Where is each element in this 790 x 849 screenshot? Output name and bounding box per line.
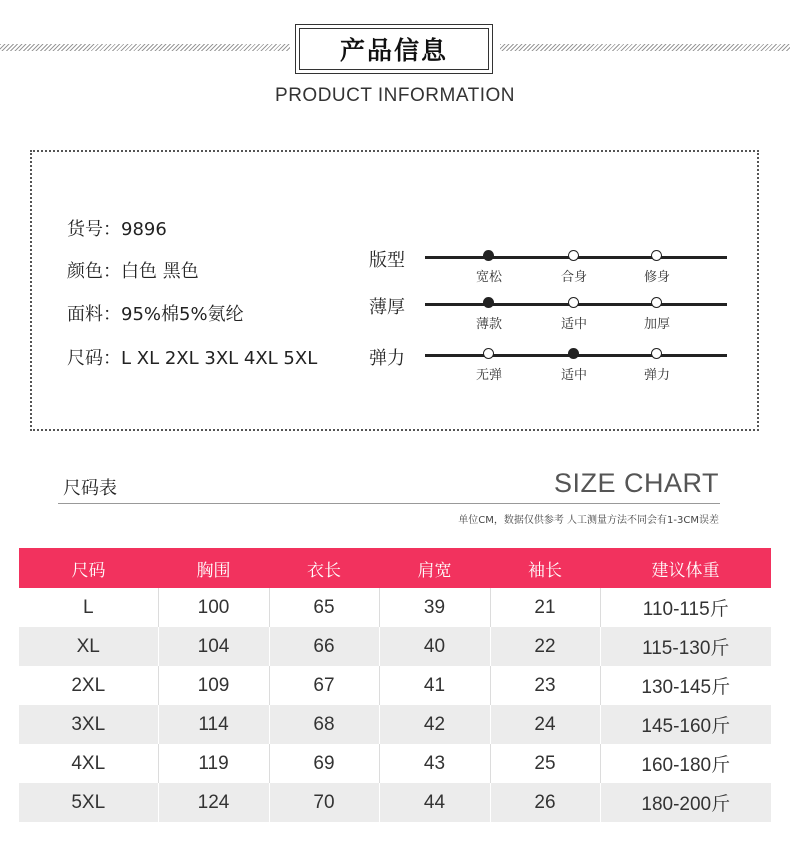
table-header-row <box>19 548 771 588</box>
rating-option: 薄款 <box>475 317 503 332</box>
table-cell: 69 <box>269 744 379 783</box>
table-cell: 39 <box>379 588 490 627</box>
size-chart-title: 尺码表 <box>63 478 117 499</box>
column-header: 建议体重 <box>600 548 771 588</box>
table-cell: 67 <box>269 666 379 705</box>
column-header: 胸围 <box>158 548 269 588</box>
table-cell: 109 <box>158 666 269 705</box>
column-header: 衣长 <box>269 548 379 588</box>
table-cell: XL <box>19 627 158 666</box>
rating-option: 弹力 <box>643 368 671 383</box>
table-cell: 5XL <box>19 783 158 822</box>
rating-label: 薄厚 <box>369 297 405 318</box>
title-box <box>295 24 493 74</box>
table-cell: 43 <box>379 744 490 783</box>
table-cell: 23 <box>490 666 600 705</box>
table-cell: 44 <box>379 783 490 822</box>
table-cell: 2XL <box>19 666 158 705</box>
column-header: 尺码 <box>19 548 158 588</box>
rating-label: 版型 <box>369 250 405 271</box>
rating-label: 弹力 <box>369 348 405 369</box>
divider <box>58 503 720 504</box>
product-info-box <box>30 150 759 431</box>
rating-dot <box>651 250 662 261</box>
table-cell: 40 <box>379 627 490 666</box>
size-chart-note: 单位CM，数据仅供参考 人工测量方法不同会有1-3CM误差 <box>458 515 719 526</box>
table-cell: 41 <box>379 666 490 705</box>
table-cell: 115-130斤 <box>600 627 771 666</box>
rating-dot <box>568 348 579 359</box>
rating-option: 修身 <box>643 270 671 285</box>
header-decoration-left <box>0 44 290 51</box>
table-row <box>19 744 771 783</box>
column-header: 袖长 <box>490 548 600 588</box>
table-cell: 119 <box>158 744 269 783</box>
rating-option: 合身 <box>560 270 588 285</box>
table-cell: 104 <box>158 627 269 666</box>
rating-thickness <box>369 293 739 333</box>
table-cell: 66 <box>269 627 379 666</box>
table-cell: 24 <box>490 705 600 744</box>
rating-option: 无弹 <box>475 368 503 383</box>
table-cell: 114 <box>158 705 269 744</box>
table-cell: 145-160斤 <box>600 705 771 744</box>
color-info: 颜色：白色 黑色 <box>67 261 199 282</box>
size-chart-title-en: SIZE CHART <box>553 468 719 498</box>
rating-dot <box>483 348 494 359</box>
table-cell: 68 <box>269 705 379 744</box>
rating-elasticity <box>369 344 739 384</box>
table-cell: 4XL <box>19 744 158 783</box>
table-cell: 65 <box>269 588 379 627</box>
page-title: 产品信息 <box>299 28 489 70</box>
table-cell: 180-200斤 <box>600 783 771 822</box>
table-cell: 110-115斤 <box>600 588 771 627</box>
table-cell: 70 <box>269 783 379 822</box>
table-cell: 130-145斤 <box>600 666 771 705</box>
table-cell: 26 <box>490 783 600 822</box>
size-info: 尺码：L XL 2XL 3XL 4XL 5XL <box>67 348 318 369</box>
rating-dot <box>568 250 579 261</box>
table-row <box>19 783 771 822</box>
size-table <box>19 548 771 822</box>
table-row <box>19 705 771 744</box>
table-cell: 42 <box>379 705 490 744</box>
rating-dot <box>651 297 662 308</box>
table-cell: 160-180斤 <box>600 744 771 783</box>
table-row <box>19 627 771 666</box>
table-row <box>19 666 771 705</box>
column-header: 肩宽 <box>379 548 490 588</box>
table-cell: L <box>19 588 158 627</box>
rating-option: 适中 <box>560 368 588 383</box>
header-decoration-right <box>500 44 790 51</box>
rating-fit <box>369 246 739 286</box>
table-cell: 124 <box>158 783 269 822</box>
table-cell: 3XL <box>19 705 158 744</box>
rating-option: 宽松 <box>475 270 503 285</box>
page-subtitle: PRODUCT INFORMATION <box>275 85 515 106</box>
rating-option: 加厚 <box>643 317 671 332</box>
rating-dot <box>568 297 579 308</box>
rating-dot <box>651 348 662 359</box>
item-number: 货号：9896 <box>67 219 167 240</box>
rating-option: 适中 <box>560 317 588 332</box>
rating-dot <box>483 297 494 308</box>
table-row <box>19 588 771 627</box>
table-cell: 22 <box>490 627 600 666</box>
table-cell: 25 <box>490 744 600 783</box>
table-cell: 21 <box>490 588 600 627</box>
table-cell: 100 <box>158 588 269 627</box>
rating-dot <box>483 250 494 261</box>
fabric-info: 面料：95%棉5%氨纶 <box>67 304 244 325</box>
